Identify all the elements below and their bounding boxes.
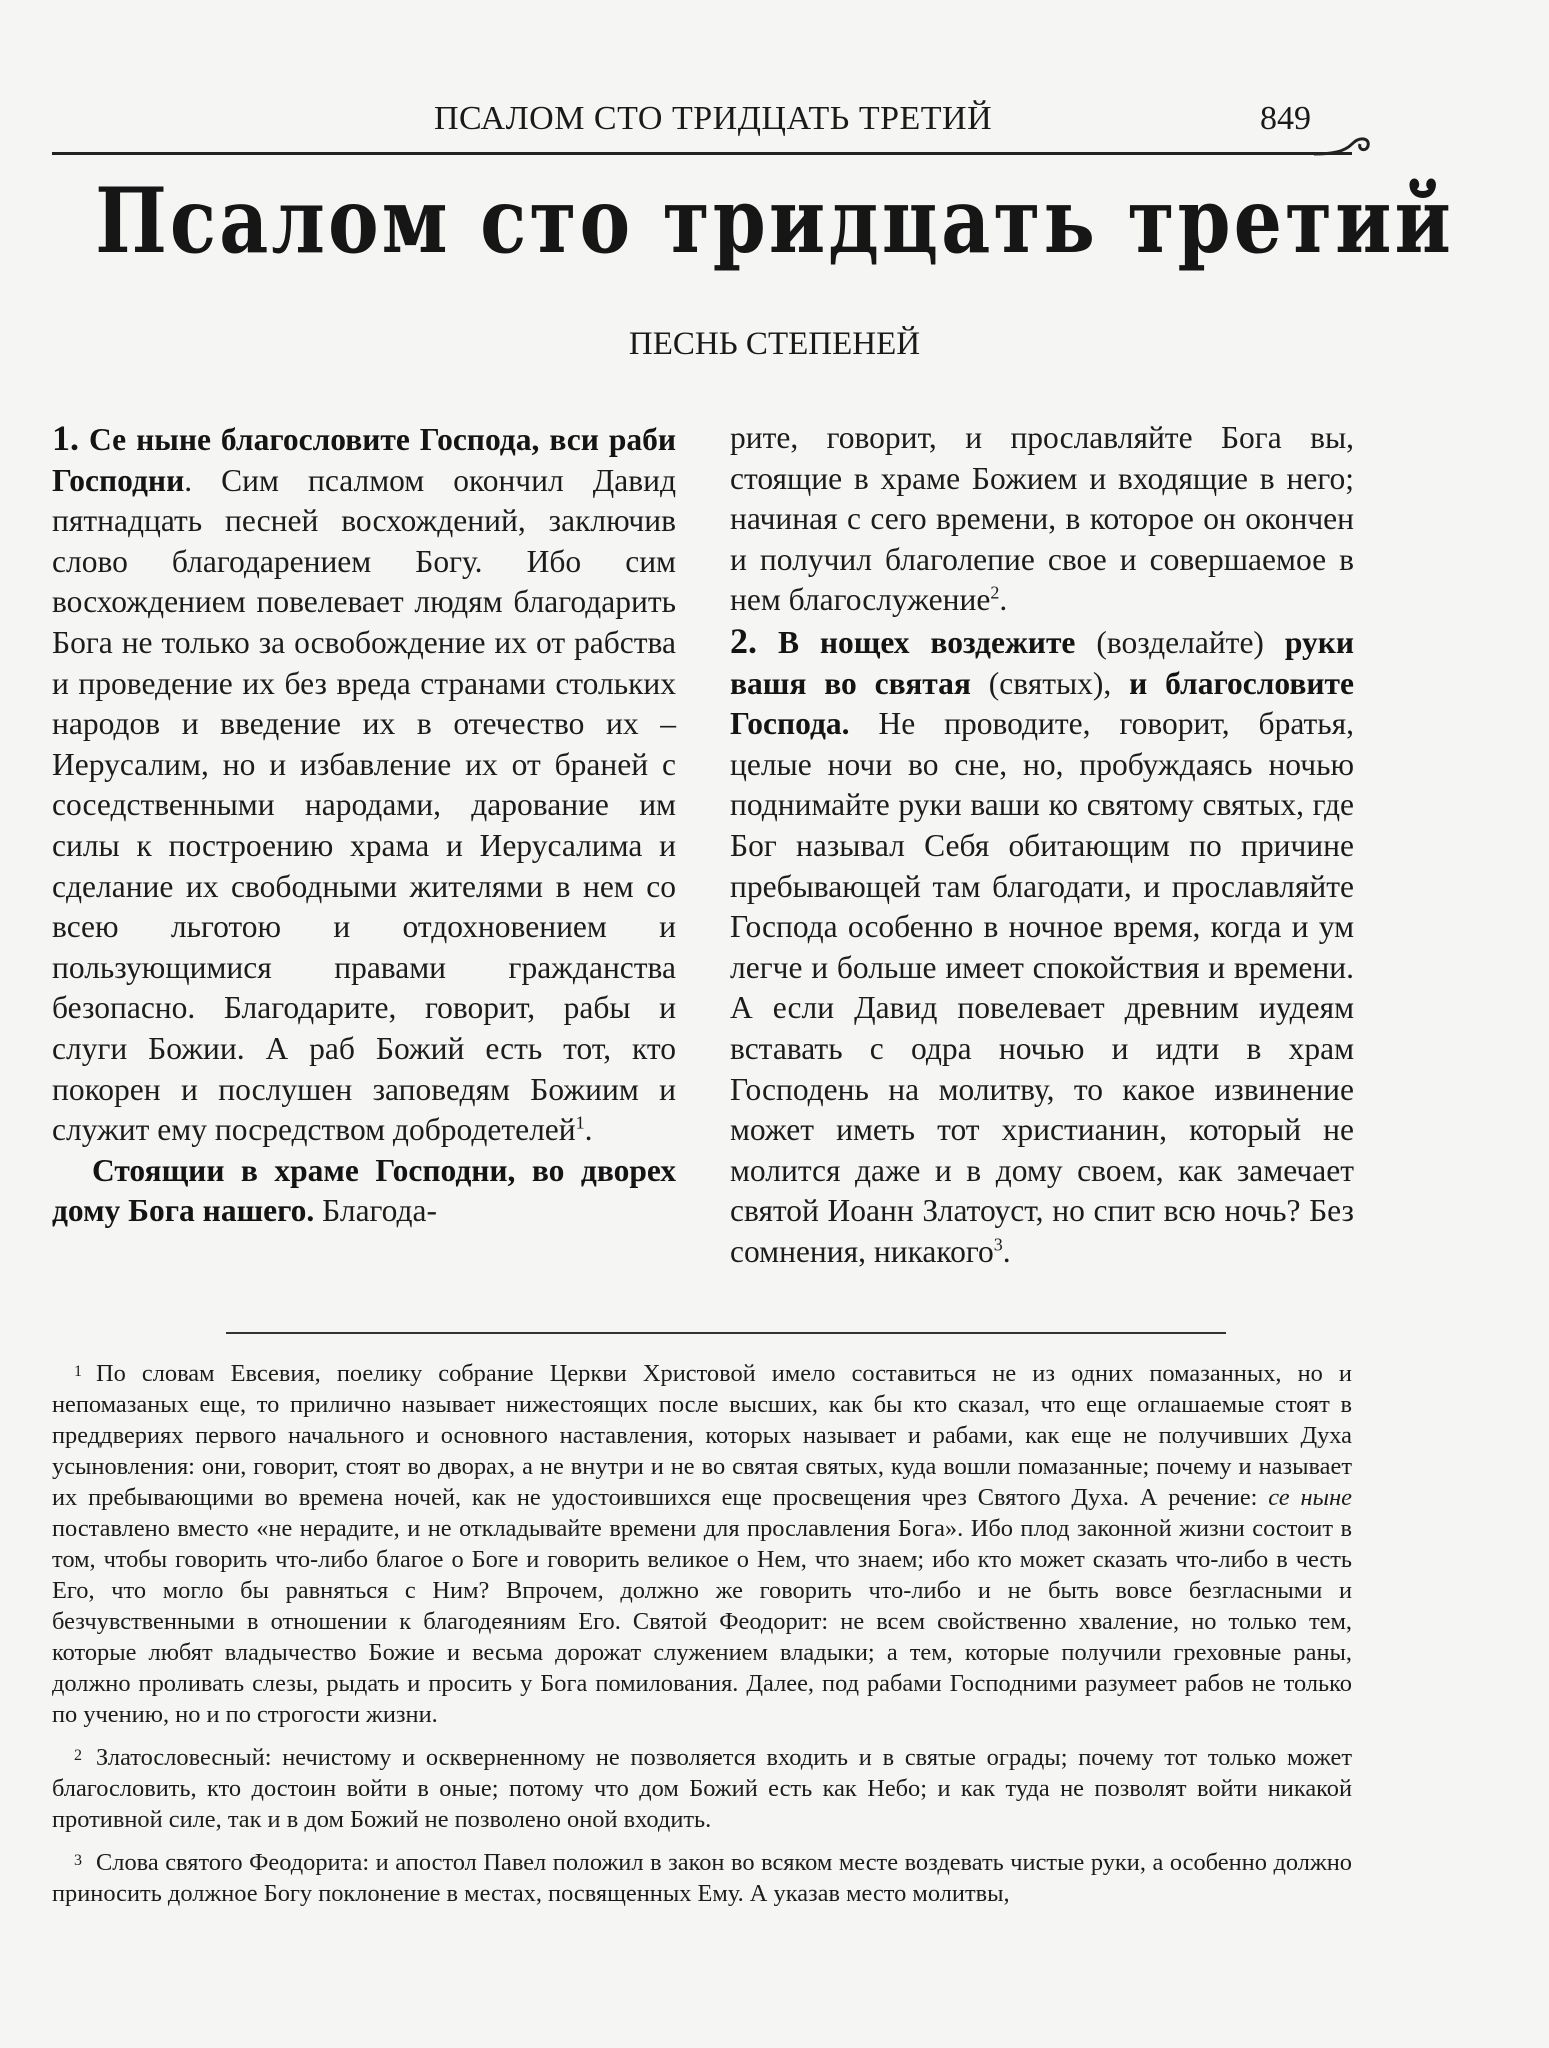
footnote-mark: 3 (74, 1852, 82, 1869)
footnote-2 (52, 1740, 1352, 1835)
verse-bold-text: руки вашя во святая (730, 624, 1354, 701)
commentary-paragraph: рите, говорит, и прославляйте Бога вы, стоящие в храме Божием и входящие в него; начиная с сего времени, в которое он окончен и получил благолепие свое и совершаемое в нем благослужение$^2$. (730, 420, 1354, 618)
commentary-text: Не проводите, говорит, братья, целые ночи во сне, но, пробуждаясь ночью поднимайте руки ваши ко святому святых, где Бог называл Себя обитающим по причине пребывающей там благодати, и прославляйте Господа особенно в ночное время, когда и ум легче и больше имеет спокойствия и времени. А если Давид повелевает древним иудеям вставать с одра ночью и идти в храм Господень на молитву, то какое извинение может иметь тот христианин, который не молится даже и в дому своем, как замечает святой Иоанн Златоуст, но спит всю ночь? Без сомнения, никакого (730, 706, 1354, 1269)
gloss-text: (возделайте) (1075, 624, 1285, 660)
footnote-text: По словам Евсевия, поелику собрание Церкви Христовой имело составиться не из одних помазанных, но и непомазаных еще, то прилично называет нижестоящих после высших, как бы кто сказал, что еще оглашаемые стоят в преддвериях первого начального и основного наставления, которых называет и рабами, как еще не получивших Духа усыновления: они, говорит, стоят во дворах, а не внутри и не во святая святых, куда вошли помазанные; почему и называет их пребывающими во времена ночей, как не удостоившихся еще просвещения чрез Святого Духа. А речение: (52, 1360, 1352, 1511)
page-number: 849 (1260, 100, 1311, 137)
psalm-title: Псалом сто тридцать третий (95, 168, 1454, 274)
commentary-text: рите, говорит, и прославляйте Бога вы, стоящие в храме Божием и входящие в него; начиная с сего времени, в которое он окончен и получил благолепие свое и совершаемое в нем благослужение (730, 420, 1354, 618)
verse-bold-text: В нощех воздежите (777, 624, 1076, 660)
footnotes (52, 1356, 1352, 1919)
footnote-divider (226, 1332, 1226, 1334)
footnote-3 (52, 1845, 1352, 1909)
verse-1-paragraph: 1. Се ныне благословите Господа, вси раби Господни. Сим псалмом окончил Давид пятнадцать песней восхождений, заключив слово благодарением Богу. Ибо сим восхождением повелевает людям благодарить Бога не только за освобождение их от рабства и проведение их без вреда странами стольких народов и введение их в отечество их – Иерусалим, но и избавление их от браней с соседственными народами, дарование им силы к построению храма и Иерусалима и сделание их свободными жителями в нем со всею льготою и отдохновением и пользующимися правами гражданства безопасно. Благодарите, говорит, рабы и слуги Божии. А раб Божий есть тот, кто покорен и послушен заповедям Божиим и служит ему посредством добродетелей$^1$. (52, 418, 676, 1148)
left-column (52, 418, 676, 1232)
footnote-italic: се ныне (1268, 1484, 1352, 1511)
running-title: ПСАЛОМ СТО ТРИДЦАТЬ ТРЕТИЙ (434, 100, 993, 137)
footnote-ref[interactable]: 1 (575, 1112, 585, 1133)
verse-bold-text: и благословите Господа. (730, 665, 1354, 742)
footnote-ref[interactable]: 3 (993, 1234, 1003, 1255)
footnote-ref[interactable]: 2 (990, 582, 1000, 603)
commentary-text: Благода- (314, 1193, 438, 1229)
verse-2-paragraph (730, 621, 1354, 1273)
footnote-text: поставлено вместо «не нерадите, и не откладывайте времени для прославления Бога». Ибо плод законной жизни состоит в том, чтобы говорить что-либо благое о Боге и говорить великое о Нем, что знаем; ибо кто может сказать что-либо в честь Его, что могло бы равняться с Ним? Впрочем, должно же говорить что-либо и не быть вовсе безгласными и безчувственными в отношении к благодеяниям Его. Святой Феодорит: не всем свойственно хваление, но только тем, которые любят владычество Божие и весьма дорожат служением владыки; а тем, которые получили греховные раны, должно проливать слезы, рыдать и просить у Бога помилования. Далее, под рабами Господними разумеет рабов не только по учению, но и по строгости жизни. (52, 1515, 1352, 1728)
header-flourish-ornament (1314, 122, 1374, 162)
footnote-mark: 2 (74, 1747, 82, 1764)
verse-number: 2. (730, 620, 757, 661)
footnote-1 (52, 1356, 1352, 1730)
right-column (730, 418, 1354, 1272)
verse-number: 1. (52, 418, 79, 458)
verse-bold-text: Стоящии в храме Господни, во дворех дому Бога нашего. (52, 1152, 676, 1229)
footnote-text: Златословесный: нечистому и оскверненному не позволяется входить и в святые ограды; почему тот только может благословить, кто достоин войти в оные; потому что дом Божий есть как Небо; и как туда не позволят войти никакой противной силе, так и в дом Божий не позволено оной входить. (52, 1744, 1352, 1833)
punctuation: . (1002, 1233, 1011, 1269)
gloss-text: (святых), (970, 665, 1130, 701)
running-head (52, 100, 1352, 160)
footnote-text: Слова святого Феодорита: и апостол Павел положил в закон во всяком месте воздевать чистые руки, а особенно должно приносить должное Богу поклонение в местах, посвященных Ему. А указав место молитвы, (52, 1849, 1352, 1907)
psalm-subtitle: ПЕСНЬ СТЕПЕНЕЙ (628, 326, 921, 362)
footnote-mark: 1 (74, 1363, 82, 1380)
verse-bold-text: Се ныне благословите Господа, вси раби Господни (52, 422, 676, 498)
commentary-text: . Сим псалмом окончил Давид пятнадцать песней восхождений, заключив слово благодарением Богу. Ибо сим восхождением повелевает людям благодарить Бога не только за освобождение их от рабства и проведение их без вреда странами стольких народов и введение их в отечество их – Иерусалим, но и избавление их от браней с соседственными народами, дарование им силы к построению храма и Иерусалима и сделание их свободными жителями в нем со всею льготою и отдохновением и пользующимися правами гражданства безопасно. Благодарите, говорит, рабы и слуги Божии. А раб Божий есть тот, кто покорен и послушен заповедям Божиим и служит ему посредством добродетелей (52, 462, 676, 1148)
commentary-paragraph (52, 1151, 676, 1232)
header-rule (52, 152, 1352, 155)
